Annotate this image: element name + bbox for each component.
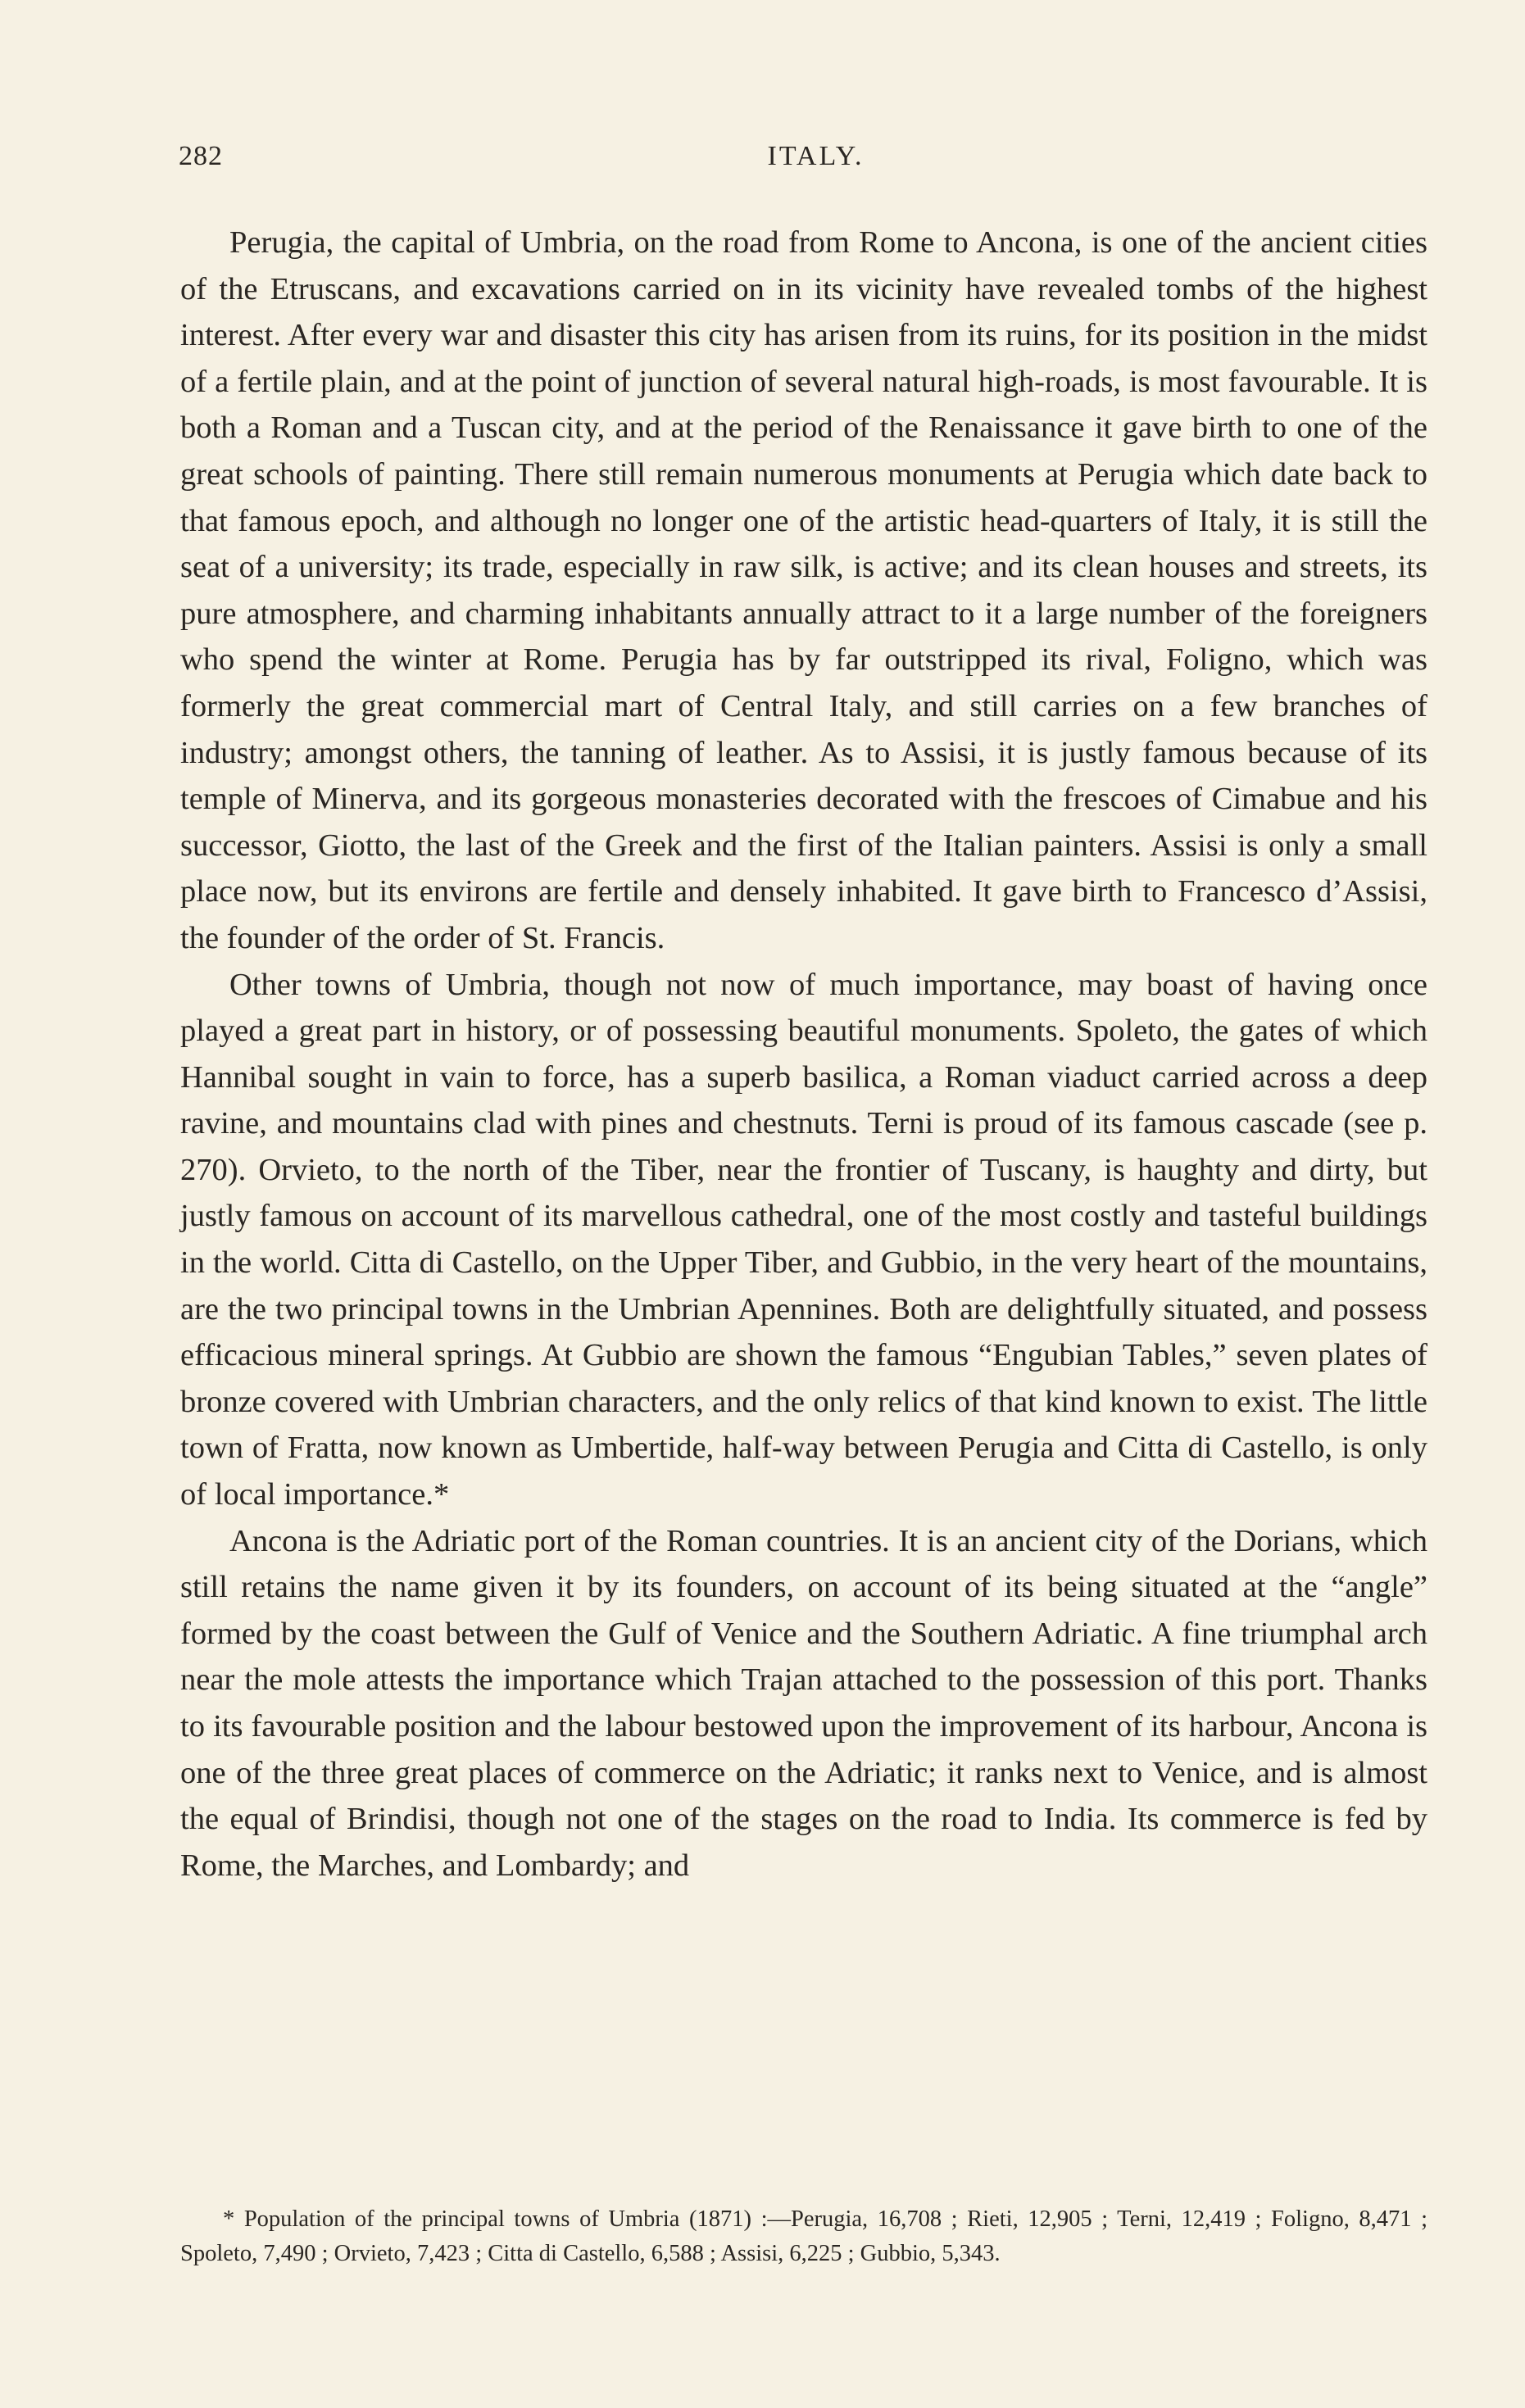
footnote [180, 2202, 1427, 2271]
body-text [180, 220, 1427, 1889]
running-title: ITALY. [767, 141, 865, 171]
paragraph-perugia: Perugia, the capital of Umbria, on the road from Rome to Ancona, is one of the ancient cities of the Etruscans, and excavations carried on in its vicinity have revealed tombs of the highest interest. After every war and disaster this city has arisen from its ruins, for its position in the midst of a fertile plain, and at the point of junction of several natural high-roads, is most favourable. It is both a Roman and a Tuscan city, and at the period of the Renaissance it gave birth to one of the great schools of painting. There still remain numerous monuments at Perugia which date back to that famous epoch, and although no longer one of the artistic head-quarters of Italy, it is still the seat of a university; its trade, especially in raw silk, is active; and its clean houses and streets, its pure atmosphere, and charming inhabitants annually attract to it a large number of the foreigners who spend the winter at Rome. Perugia has by far outstripped its rival, Foligno, which was formerly the great commercial mart of Central Italy, and still carries on a few branches of industry; amongst others, the tanning of leather. As to Assisi, it is justly famous because of its temple of Minerva, and its gorgeous monasteries decorated with the frescoes of Cimabue and his successor, Giotto, the last of the Greek and the first of the Italian painters. Assisi is only a small place now, but its environs are fertile and densely inhabited. It gave birth to Francesco d’Assisi, the founder of the order of St. Francis. [180, 225, 1427, 955]
running-head [179, 141, 1453, 182]
footnote-population: * Population of the principal towns of Umbria (1871) :—Perugia, 16,708 ; Rieti, 12,905 ; Terni, 12,419 ; Foligno, 8,471 ; Spoleto, 7,490 ; Orvieto, 7,423 ; Citta di Castello, 6,588 ; Assisi, 6,225 ; Gubbio, 5,343. [180, 2206, 1427, 2266]
paragraph-umbrian-towns: Other towns of Umbria, though not now of much importance, may boast of having once played a great part in history, or of possessing beautiful monuments. Spoleto, the gates of which Hannibal sought in vain to force, has a superb basilica, a Roman viaduct carried across a deep ravine, and mountains clad with pines and chestnuts. Terni is proud of its famous cascade (see p. 270). Orvieto, to the north of the Tiber, near the frontier of Tuscany, is haughty and dirty, but justly famous on account of its marvellous cathedral, one of the most costly and tasteful buildings in the world. Citta di Castello, on the Upper Tiber, and Gubbio, in the very heart of the mountains, are the two principal towns in the Umbrian Apennines. Both are delightfully situated, and possess efficacious mineral springs. At Gubbio are shown the famous “Engubian Tables,” seven plates of bronze covered with Umbrian characters, and the only relics of that kind known to exist. The little town of Fratta, now known as Umbertide, half-way between Perugia and Citta di Castello, is only of local importance.* [180, 967, 1427, 1512]
page-number: 282 [179, 141, 223, 171]
paragraph-ancona: Ancona is the Adriatic port of the Roman countries. It is an ancient city of the Dorians, which still retains the name given it by its founders, on account of its being situated at the “angle” formed by the coast between the Gulf of Venice and the Southern Adriatic. A fine triumphal arch near the mole attests the importance which Trajan attached to the possession of this port. Thanks to its favourable position and the labour bestowed upon the improvement of its harbour, Ancona is one of the three great places of commerce on the Adriatic; it ranks next to Venice, and is almost the equal of Brindisi, though not one of the stages on the road to India. Its commerce is fed by Rome, the Marches, and Lombardy; and [180, 1523, 1427, 1883]
